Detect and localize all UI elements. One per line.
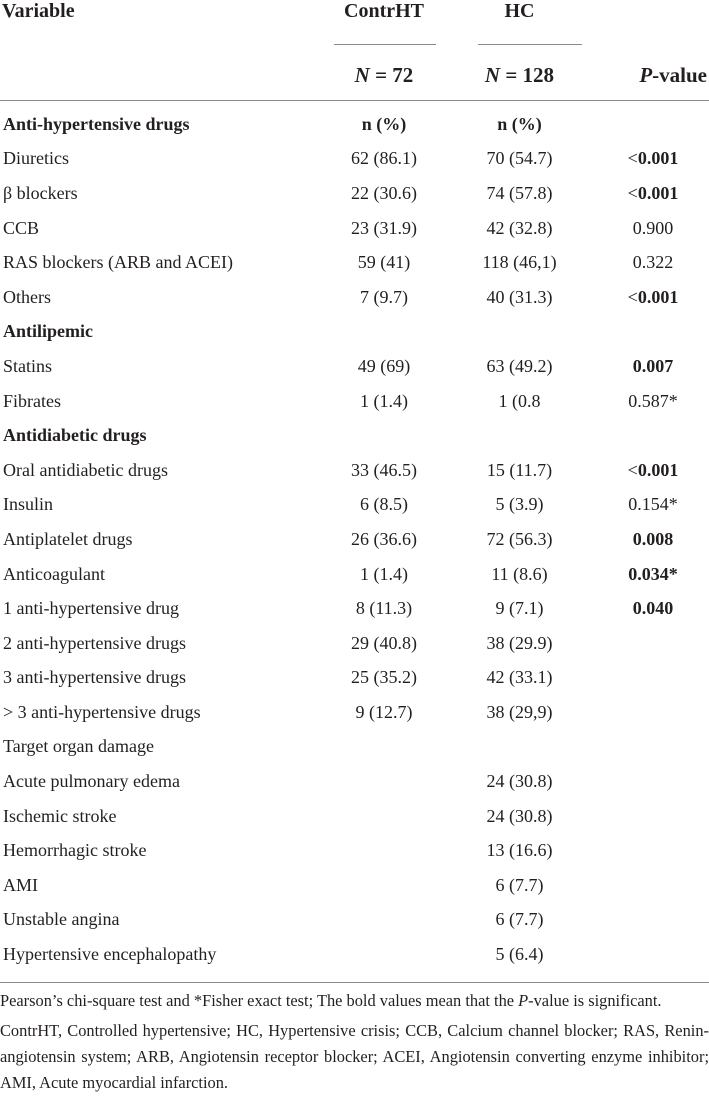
contrht-value: 59 (41): [357, 252, 411, 273]
table-footnotes: [0, 988, 709, 1096]
hc-value: 24 (30.8): [486, 805, 553, 826]
table-row: [0, 211, 709, 246]
less-than-sign: <: [627, 459, 638, 480]
contrht-header-rule: [320, 30, 448, 50]
contrht-value: 9 (12.7): [355, 701, 413, 722]
row-label: Statins: [3, 355, 53, 376]
empty-header-cell: [591, 0, 709, 30]
contrht-value: 62 (86.1): [351, 148, 417, 169]
row-label: Diuretics: [3, 148, 69, 169]
hc-value: 6 (7.7): [495, 874, 544, 895]
footnote-statistics: Pearson’s chi-square test and *Fisher exact test; The bold values mean that the P-value is significant.: [0, 991, 662, 1010]
table-row: [0, 868, 709, 903]
hc-value: 5 (6.4): [495, 944, 544, 965]
contrht-column-header: ContrHT: [344, 0, 424, 22]
hc-value: 70 (54.7): [486, 148, 553, 169]
hc-header-rule: [448, 30, 591, 50]
contrht-value: 7 (9.7): [360, 286, 408, 307]
pvalue-cell: [591, 315, 709, 350]
pvalue-cell: [591, 730, 709, 765]
pvalue-cell: [591, 903, 709, 938]
row-label: CCB: [3, 217, 40, 238]
row-label: 1 anti-hypertensive drug: [3, 598, 179, 619]
section-row: [0, 101, 709, 142]
less-than-sign: <: [627, 182, 638, 203]
pvalue: 0.040: [632, 598, 674, 619]
pvalue: 0.001: [637, 286, 679, 307]
pvalue: 0.587*: [628, 390, 678, 411]
table-row: [0, 349, 709, 384]
hc-value: 1 (0.8: [498, 390, 541, 411]
contrht-value: 33 (46.5): [351, 459, 417, 480]
row-label: Anti-hypertensive drugs: [3, 113, 190, 134]
row-label: Anticoagulant: [3, 563, 105, 584]
row-label: Ischemic stroke: [3, 805, 117, 826]
contrht-value: 49 (69): [357, 355, 411, 376]
table-row: [0, 730, 709, 765]
hc-value: 15 (11.7): [486, 459, 553, 480]
pvalue-cell: [591, 868, 709, 903]
pvalue: 0.001: [637, 182, 679, 203]
pvalue: 0.001: [637, 148, 679, 169]
row-label: 3 anti-hypertensive drugs: [3, 667, 186, 688]
contrht-value: 22 (30.6): [351, 182, 417, 203]
hc-value: 9 (7.1): [495, 598, 544, 619]
pvalue: 0.900: [632, 217, 674, 238]
pvalue-cell: [591, 557, 709, 592]
row-label: Oral antidiabetic drugs: [3, 459, 168, 480]
contrht-value: [320, 418, 448, 453]
contrht-value: [320, 799, 448, 834]
hc-value: 72 (56.3): [486, 528, 553, 549]
pvalue-cell: [591, 245, 709, 280]
pvalue-cell: [591, 695, 709, 730]
table-row: [0, 384, 709, 419]
pvalue-cell: [591, 418, 709, 453]
contrht-value: 26 (36.6): [351, 528, 417, 549]
row-label: Acute pulmonary edema: [3, 771, 180, 792]
row-label: Others: [3, 286, 51, 307]
contrht-value: [320, 868, 448, 903]
table-row: [0, 280, 709, 315]
row-label: > 3 anti-hypertensive drugs: [3, 701, 201, 722]
pvalue-cell: [591, 591, 709, 626]
contrht-value: 6 (8.5): [360, 494, 408, 515]
row-label: Unstable angina: [3, 909, 120, 930]
pvalue: 0.008: [632, 528, 674, 549]
pvalue-cell: [591, 280, 709, 315]
row-label: Hemorrhagic stroke: [3, 840, 147, 861]
pvalue-cell: [591, 384, 709, 419]
table-row: [0, 557, 709, 592]
table-row: [0, 937, 709, 972]
contrht-value: n (%): [361, 113, 407, 134]
pvalue-cell: [591, 101, 709, 142]
pvalue: 0.322: [632, 252, 674, 273]
row-label: Insulin: [3, 494, 54, 515]
table-body: [0, 101, 709, 983]
less-than-sign: <: [627, 148, 638, 169]
footnote-abbreviations: ContrHT, Controlled hypertensive; HC, Hypertensive crisis; CCB, Calcium channel blocker; RAS, Renin-angiotensin system; ARB, Angiotensin receptor blocker; ACEI, Angiotensin converting enzyme inhibitor; AMI, Acute myocardial infarction.: [0, 1021, 709, 1092]
contrht-value: [320, 764, 448, 799]
hc-value: 38 (29.9): [486, 632, 553, 653]
contrht-value: 23 (31.9): [351, 217, 417, 238]
contrht-value: 25 (35.2): [351, 667, 417, 688]
contrht-value: 29 (40.8): [351, 632, 417, 653]
pvalue-cell: [591, 349, 709, 384]
table-row: [0, 245, 709, 280]
pvalue-cell: [591, 211, 709, 246]
pvalue-cell: [591, 488, 709, 523]
hc-value: [448, 730, 591, 765]
hc-value: 11 (8.6): [491, 563, 548, 584]
hc-column-header: HC: [504, 0, 535, 22]
pvalue-cell: [591, 764, 709, 799]
pvalue-cell: [591, 522, 709, 557]
table-bottom-rule: [0, 972, 709, 983]
contrht-value: [320, 315, 448, 350]
hc-value: 40 (31.3): [486, 286, 553, 307]
contrht-sample-size: N = 72: [354, 62, 414, 87]
row-label: Antiplatelet drugs: [3, 528, 133, 549]
pvalue-column-header: P-value: [639, 62, 707, 87]
pvalue-cell: [591, 937, 709, 972]
hc-value: 42 (32.8): [486, 217, 553, 238]
hc-value: [448, 315, 591, 350]
contrht-value: 1 (1.4): [360, 390, 408, 411]
hc-value: 5 (3.9): [495, 494, 544, 515]
hc-value: 13 (16.6): [486, 840, 553, 861]
hc-sample-size: N = 128: [484, 62, 555, 87]
pvalue-cell: [591, 176, 709, 211]
hc-value: 118 (46,1): [482, 252, 557, 273]
table-row: [0, 522, 709, 557]
table-row: [0, 799, 709, 834]
pvalue: 0.007: [632, 355, 674, 376]
pvalue-cell: [591, 142, 709, 177]
table-row: [0, 626, 709, 661]
contrht-value: 1 (1.4): [360, 563, 408, 584]
hc-value: n (%): [497, 113, 542, 134]
row-label: Antidiabetic drugs: [3, 425, 147, 446]
table-row: [0, 661, 709, 696]
row-label: 2 anti-hypertensive drugs: [3, 632, 186, 653]
row-label: RAS blockers (ARB and ACEI): [3, 252, 233, 273]
contrht-value: [320, 833, 448, 868]
pvalue-cell: [591, 799, 709, 834]
section-row: [0, 315, 709, 350]
table-row: [0, 591, 709, 626]
table-row: [0, 833, 709, 868]
pvalue-cell: [591, 661, 709, 696]
hc-value: 63 (49.2): [486, 355, 553, 376]
pvalue-cell: [591, 453, 709, 488]
pvalue-cell: [591, 626, 709, 661]
table-row: [0, 488, 709, 523]
contrht-value: [320, 903, 448, 938]
pvalue: 0.001: [637, 459, 679, 480]
table-row: [0, 142, 709, 177]
table-row: [0, 903, 709, 938]
contrht-value: [320, 937, 448, 972]
row-label: β blockers: [3, 182, 78, 203]
row-label: Target organ damage: [3, 736, 155, 757]
row-label: Fibrates: [3, 390, 61, 411]
pvalue: 0.034*: [628, 563, 678, 584]
hc-value: [448, 418, 591, 453]
less-than-sign: <: [627, 286, 638, 307]
variable-column-header: Variable: [2, 0, 75, 22]
row-label: Antilipemic: [3, 321, 93, 342]
table-row: [0, 453, 709, 488]
section-row: [0, 418, 709, 453]
pvalue-cell: [591, 833, 709, 868]
row-label: Hypertensive encephalopathy: [3, 944, 217, 965]
hc-value: 6 (7.7): [495, 909, 544, 930]
contrht-value: [320, 730, 448, 765]
contrht-value: 8 (11.3): [355, 598, 413, 619]
table-row: [0, 176, 709, 211]
table-row: [0, 695, 709, 730]
table-row: [0, 764, 709, 799]
hc-value: 38 (29,9): [486, 701, 553, 722]
row-label: AMI: [3, 874, 38, 895]
pvalue: 0.154*: [628, 494, 678, 515]
hc-value: 24 (30.8): [486, 771, 553, 792]
hc-value: 42 (33.1): [486, 667, 553, 688]
hc-value: 74 (57.8): [486, 182, 553, 203]
